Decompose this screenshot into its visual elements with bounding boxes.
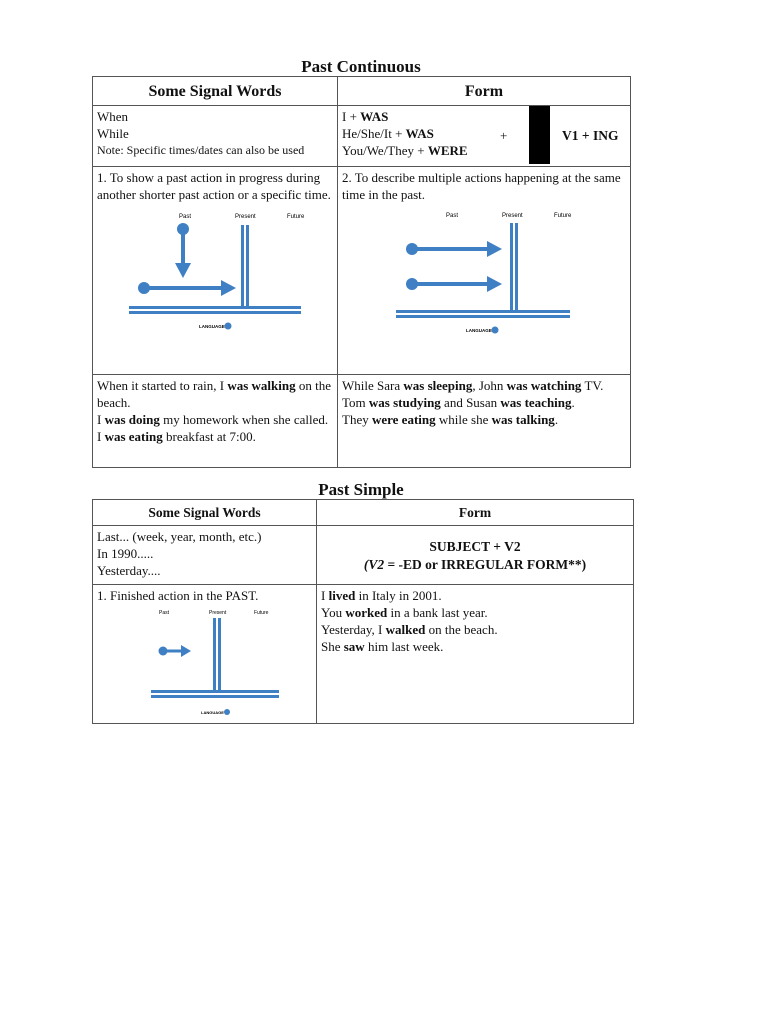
- pc-timeline-diagram-2: [342, 203, 626, 347]
- example-sentence: She saw him last week.: [321, 639, 444, 654]
- timeline-label-future: Future: [254, 610, 269, 616]
- ps-timeline-diagram: [97, 604, 312, 720]
- timeline-label-future: Future: [554, 213, 572, 219]
- pc-form-header: Form: [338, 77, 631, 106]
- timeline-axis: [129, 311, 301, 314]
- timeline-axis: [396, 310, 570, 313]
- action-arrow-head: [175, 263, 191, 278]
- form-subject: I +: [342, 109, 361, 124]
- ps-form-sub: (V2 = -ED or IRREGULAR FORM**): [363, 557, 587, 572]
- example-sentence: Yesterday, I walked on the beach.: [321, 622, 498, 637]
- signal-word: Yesterday....: [97, 563, 161, 578]
- present-line: [246, 225, 249, 307]
- action-arrow: [415, 247, 489, 251]
- present-line: [510, 223, 513, 311]
- pc-use-2: 2. To describe multiple actions happening at the same time in the past.: [342, 170, 621, 202]
- pc-use-1-cell: [93, 167, 338, 375]
- pc-use-2-cell: [338, 167, 631, 375]
- present-line: [515, 223, 518, 311]
- timeline-label-present: Present: [235, 214, 256, 220]
- example-sentence: Tom was studying and Susan was teaching.: [342, 395, 575, 410]
- pc-timeline-diagram-1: [97, 203, 333, 347]
- form-plus: +: [500, 128, 508, 143]
- timeline-svg: [342, 203, 626, 343]
- timeline-label-past: Past: [159, 610, 170, 616]
- logo-text: LANGUAGE: [201, 710, 224, 715]
- logo-text: LANGUAGE: [466, 328, 492, 333]
- form-line: [342, 125, 434, 142]
- form-aux: WAS: [405, 126, 434, 141]
- pc-signal-header: Some Signal Words: [93, 77, 338, 106]
- timeline-axis: [151, 690, 279, 693]
- timeline-svg: [97, 604, 311, 716]
- present-line: [241, 225, 244, 307]
- example-sentence: You worked in a bank last year.: [321, 605, 488, 620]
- action-arrow-head: [181, 645, 191, 657]
- present-line: [213, 618, 216, 692]
- ps-signal-words: [93, 526, 317, 585]
- past-simple-title: Past Simple: [318, 480, 404, 499]
- ps-use-1-cell: [93, 585, 317, 724]
- example-sentence: While Sara was sleeping, John was watching TV.: [342, 378, 604, 393]
- timeline-label-past: Past: [179, 214, 192, 220]
- ps-use-1: 1. Finished action in the PAST.: [97, 588, 259, 603]
- form-aux: WAS: [360, 109, 389, 124]
- pc-use-1: 1. To show a past action in progress during another shorter past action or a specific time.: [97, 170, 331, 202]
- action-dot: [159, 647, 168, 656]
- action-arrow-head: [221, 280, 236, 296]
- present-line: [218, 618, 221, 692]
- signal-word: Last... (week, year, month, etc.): [97, 529, 262, 544]
- timeline-label-present: Present: [502, 213, 523, 219]
- timeline-label-past: Past: [446, 213, 459, 219]
- past-simple-table: [92, 499, 634, 724]
- ps-form-cell: [317, 526, 634, 585]
- action-arrow: [147, 286, 223, 290]
- action-arrow: [415, 282, 489, 286]
- ps-signal-header: Some Signal Words: [93, 500, 317, 526]
- example-sentence: When it started to rain, I was walking on the beach.: [97, 378, 331, 410]
- logo-icon: [225, 323, 232, 330]
- example-sentence: They were eating while she was talking.: [342, 412, 559, 427]
- form-line: [342, 142, 468, 159]
- timeline-label-future: Future: [287, 214, 305, 220]
- signal-word: When: [97, 109, 129, 124]
- logo-text: LANGUAGE: [199, 324, 225, 329]
- timeline-axis: [396, 315, 570, 318]
- black-bar: [529, 106, 550, 164]
- timeline-axis: [151, 695, 279, 698]
- past-continuous-title: Past Continuous: [301, 57, 421, 76]
- logo-icon: [492, 327, 499, 334]
- signal-word: While: [97, 126, 129, 141]
- timeline-svg: [97, 203, 333, 343]
- ps-form-main: SUBJECT + V2: [429, 539, 521, 554]
- past-continuous-table: [92, 76, 631, 468]
- ps-examples: [317, 585, 634, 724]
- logo-icon: [224, 709, 230, 715]
- pc-examples-right: [338, 375, 631, 468]
- form-aux: WERE: [427, 143, 468, 158]
- form-subject: He/She/It +: [342, 126, 406, 141]
- signal-word: In 1990.....: [97, 546, 154, 561]
- action-arrow: [181, 233, 185, 265]
- example-sentence: I lived in Italy in 2001.: [321, 588, 442, 603]
- action-arrow-head: [487, 276, 502, 292]
- pc-signal-words: [93, 106, 338, 167]
- form-verb: V1 + ING: [562, 128, 619, 143]
- form-line: [342, 108, 388, 125]
- action-arrow-head: [487, 241, 502, 257]
- form-subject: You/We/They +: [342, 143, 428, 158]
- pc-form-cell: [338, 106, 631, 167]
- signal-note: Note: Specific times/dates can also be used: [97, 143, 305, 157]
- action-arrow: [167, 650, 183, 653]
- timeline-label-present: Present: [209, 610, 227, 616]
- example-sentence: I was eating breakfast at 7:00.: [97, 429, 256, 444]
- timeline-axis: [129, 306, 301, 309]
- pc-examples-left: [93, 375, 338, 468]
- ps-form-header: Form: [317, 500, 634, 526]
- example-sentence: I was doing my homework when she called.: [97, 412, 329, 427]
